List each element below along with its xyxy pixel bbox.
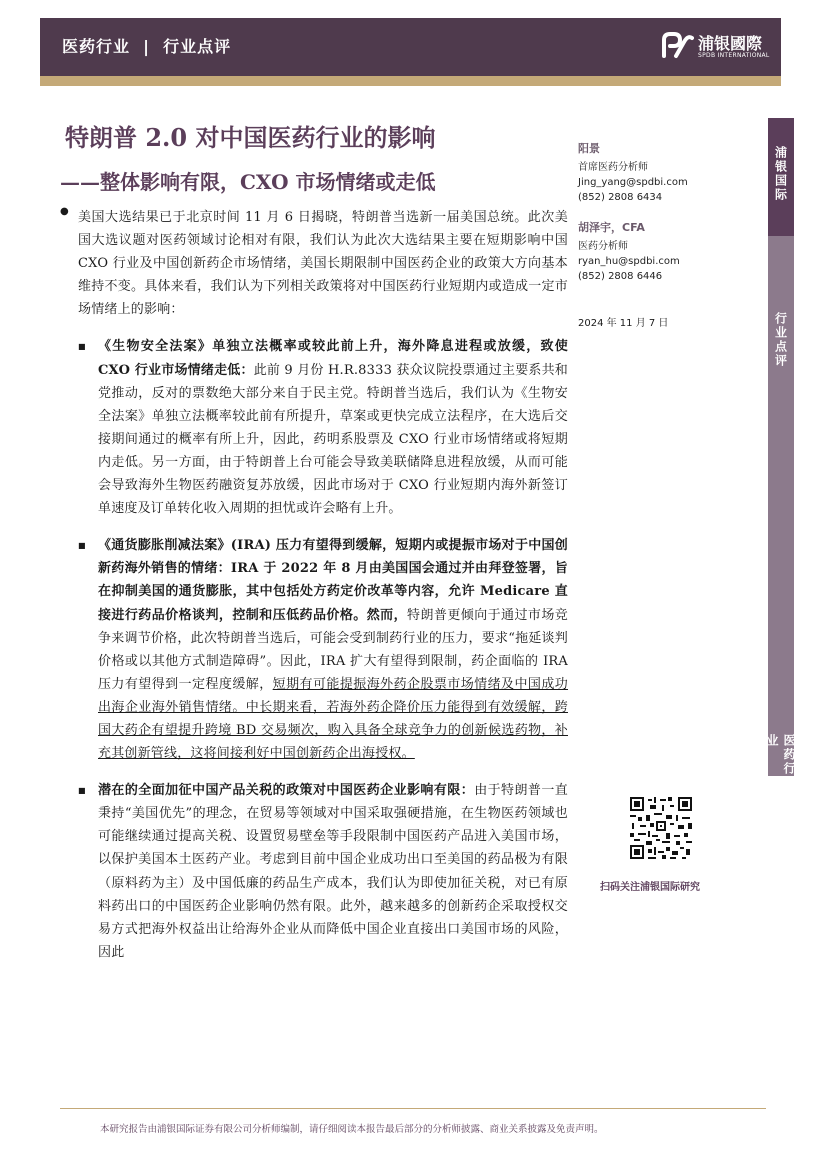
footer-disclaimer: 本研究报告由浦银国际证券有限公司分析师编制，请仔细阅读本报告最后部分的分析师披露、商业关系披露及免责声明。	[100, 1124, 604, 1135]
main-body	[60, 206, 568, 964]
report-category: 医药行业 | 行业点评	[62, 37, 232, 56]
report-date: 2024 年 11 月 7 日	[578, 318, 669, 329]
policy-lead: 《生物安全法案》单独立法概率或较此前上升，海外降息进程或放缓，致使 CXO 行业市场情绪走低：	[98, 339, 568, 378]
policy-paragraph	[98, 534, 568, 765]
analyst-card	[578, 140, 758, 205]
report-title: 特朗普 2.0 对中国医药行业的影响	[65, 123, 436, 152]
policy-bullet-1	[60, 335, 568, 520]
intro-paragraph: 美国大选结果已于北京时间 11 月 6 日揭晓，特朗普当选新一届美国总统。此次美国大选议题对医药领域讨论相对有限，我们认为此次大选结果主要在短期影响中国 CXO 行业及中国创新药企市场情绪，美国长期限制中国医药企业的政策大方向基本维持不变。具体来看，我们认为下列相关政策将对中国医药行业短期内或造成一定市场情绪上的影响：	[78, 210, 568, 318]
policy-paragraph	[98, 779, 568, 964]
analyst-card	[578, 219, 758, 284]
analyst-phone: (852) 2808 6434	[578, 192, 663, 203]
policy-lead: 《通货膨胀削减法案》(IRA) 压力有望得到缓解，短期内或提振市场对于中国创新药海外销售的情绪：IRA 于 2022 年 8 月由美国国会通过并由拜登签署，旨在抑制美国的通货膨胀，其中包括处方药定价改革等内容，允许 Medicare 直接进行药品价格谈判，控制和压低药品价格。然而，	[98, 538, 568, 623]
policy-body: 特朗普更倾向于通过市场竞争来调节价格，此次特朗普当选后，可能会受到制药行业的压力，要求“拖延谈判价格或以其他方式制造障碍”。因此，IRA 扩大有望得到限制，药企面临的 IRA 压力有望得到一定程度缓解，	[98, 607, 568, 692]
analyst-panel	[578, 140, 758, 298]
qr-caption: 扫码关注浦银国际研究	[600, 882, 700, 893]
policy-body: 由于特朗普一直秉持“美国优先”的理念，在贸易等领域对中国采取强硬措施，在生物医药领域也可能继续通过提高关税、设置贸易壁垒等手段限制中国医药产品进入美国市场，以保护美国本土医药产业。考虑到目前中国企业成功出口至美国的药品极为有限（原料药为主）及中国低廉的药品生产成本，我们认为即使加征关税，对已有原料药出口的中国医药企业影响仍然有限。此外，越来越多的创新药企采取授权交易方式把海外权益出让给海外企业从而降低中国企业直接出口美国市场的风险，因此	[98, 783, 568, 960]
analyst-name: 阳景	[578, 142, 600, 155]
category-side-tab	[765, 236, 796, 776]
bullet-square-icon: ■	[78, 786, 86, 796]
bullet-square-icon: ■	[78, 541, 86, 551]
footer-divider	[60, 1108, 766, 1109]
report-type-side-label: 行业点评	[773, 312, 788, 368]
company-logo	[660, 30, 785, 64]
policy-paragraph	[98, 335, 568, 520]
analyst-email[interactable]: ryan_hu@spdbi.com	[578, 256, 680, 267]
policy-bullet-2	[60, 534, 568, 765]
logo-text-en: SPDB INTERNATIONAL	[698, 52, 770, 59]
policy-body: 此前 9 月份 H.R.8333 获众议院投票通过主要系共和党推动，反对的票数绝大部分来自于民主党。特朗普当选后，我们认为《生物安全法案》单独立法概率较此前有所提升，草案或更快完成立法程序，在大选后交接期间通过的概率有所上升，因此，药明系股票及 CXO 行业市场情绪或将短期内走低。另一方面，由于特朗普上台可能会导致美联储降息进程放缓，从而可能会导致海外生物医药融资复苏放缓，因此市场对于 CXO 行业短期内海外新签订单速度及订单转化收入周期的担忧或许会略有上升。	[98, 362, 569, 517]
brand-side-tab	[768, 118, 794, 236]
policy-lead: 潜在的全面加征中国产品关税的政策对中国医药企业影响有限：	[98, 783, 475, 799]
analyst-phone: (852) 2808 6446	[578, 271, 663, 282]
analyst-title: 医药分析师	[578, 241, 628, 252]
bullet-square-icon: ■	[78, 342, 86, 352]
report-subtitle: ——整体影响有限，CXO 市场情绪或走低	[60, 170, 436, 194]
intro-block	[60, 206, 568, 321]
policy-bullet-3	[60, 779, 568, 964]
bullet-dot-icon: ●	[60, 206, 69, 217]
logo-text-cn: 浦银國際	[698, 34, 763, 53]
analyst-name: 胡泽宇，CFA	[578, 221, 645, 234]
header-gold-strip	[40, 76, 781, 86]
spdb-logo-icon	[660, 30, 694, 60]
analyst-email[interactable]: Jing_yang@spdbi.com	[578, 177, 688, 188]
brand-side-label: 浦银国际	[773, 146, 788, 202]
policy-underlined-text: 短期有可能提振海外药企股票市场情绪及中国成功出海企业海外销售情绪。中长期来看，若海外药企降价压力能得到有效缓解，跨国大药企有望提升跨境 BD 交易频次，购入具备全球竞争力的创新候选药物，补充其创新管线，这将间接利好中国创新药企出海授权。	[98, 676, 568, 762]
qr-code-icon[interactable]	[628, 795, 694, 861]
analyst-title: 首席医药分析师	[578, 162, 648, 173]
sector-side-label: 医药行业	[765, 734, 796, 776]
